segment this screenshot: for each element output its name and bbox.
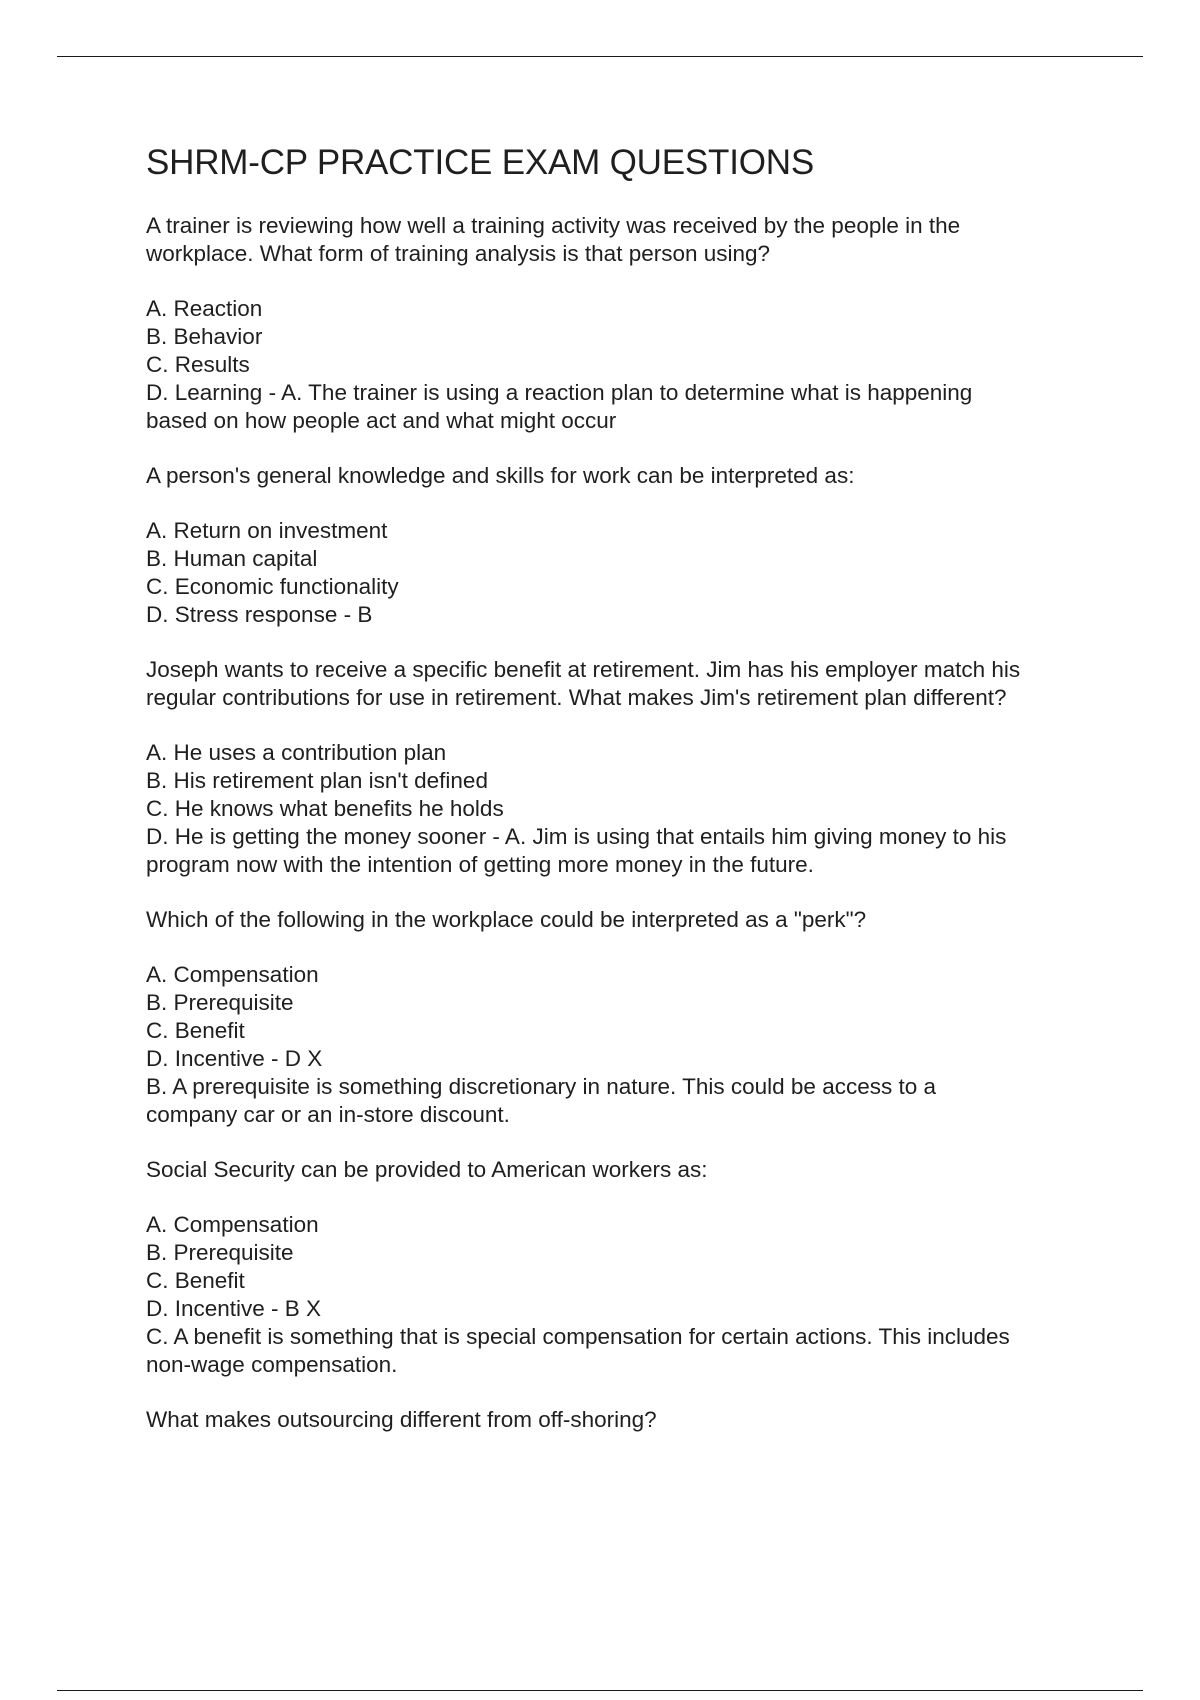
option-line: A. He uses a contribution plan [146,740,447,765]
option-line: based on how people act and what might occur [146,408,617,433]
answer-options [146,295,1106,435]
prompt-line: workplace. What form of training analysis is that person using? [146,241,771,266]
option-line: A. Compensation [146,962,319,987]
option-line: A. Compensation [146,1212,319,1237]
question-prompt [146,656,1106,712]
option-line: program now with the intention of getting more money in the future. [146,852,814,877]
option-line: B. His retirement plan isn't defined [146,768,488,793]
option-line: B. Behavior [146,324,263,349]
question-item [146,212,1106,435]
top-rule [57,56,1143,57]
prompt-line: Joseph wants to receive a specific benefit at retirement. Jim has his employer match his [146,657,1021,682]
prompt-line: Social Security can be provided to American workers as: [146,1157,708,1182]
question-prompt [146,906,1106,934]
document-body [146,140,1106,1461]
question-prompt [146,1406,1106,1434]
option-line: A. Reaction [146,296,263,321]
answer-options [146,1211,1106,1379]
prompt-line: regular contributions for use in retirement. What makes Jim's retirement plan different? [146,685,1007,710]
option-line: non-wage compensation. [146,1352,398,1377]
question-prompt [146,212,1106,268]
option-line: C. A benefit is something that is special compensation for certain actions. This includes [146,1324,1010,1349]
prompt-line: A person's general knowledge and skills for work can be interpreted as: [146,463,855,488]
question-item [146,462,1106,629]
option-line: B. A prerequisite is something discretionary in nature. This could be access to a [146,1074,937,1099]
option-line: B. Prerequisite [146,1240,294,1265]
question-item [146,906,1106,1129]
answer-options [146,517,1106,629]
question-prompt [146,462,1106,490]
page-title: SHRM-CP PRACTICE EXAM QUESTIONS [146,143,814,182]
prompt-line: A trainer is reviewing how well a training activity was received by the people in the [146,213,961,238]
option-line: B. Prerequisite [146,990,294,1015]
option-line: D. Stress response - B [146,602,373,627]
option-line: B. Human capital [146,546,318,571]
answer-options [146,961,1106,1129]
option-line: D. Learning - A. The trainer is using a reaction plan to determine what is happening [146,380,973,405]
question-item [146,1156,1106,1379]
option-line: C. Benefit [146,1268,245,1293]
question-item [146,656,1106,879]
question-item [146,1406,1106,1434]
option-line: company car or an in-store discount. [146,1102,510,1127]
question-prompt [146,1156,1106,1184]
option-line: C. Economic functionality [146,574,399,599]
bottom-rule [57,1690,1143,1691]
option-line: C. Benefit [146,1018,245,1043]
option-line: C. Results [146,352,250,377]
prompt-line: What makes outsourcing different from off-shoring? [146,1407,657,1432]
option-line: A. Return on investment [146,518,388,543]
option-line: D. Incentive - D X [146,1046,323,1071]
option-line: C. He knows what benefits he holds [146,796,504,821]
option-line: D. He is getting the money sooner - A. Jim is using that entails him giving money to his [146,824,1007,849]
prompt-line: Which of the following in the workplace could be interpreted as a "perk"? [146,907,867,932]
answer-options [146,739,1106,879]
option-line: D. Incentive - B X [146,1296,322,1321]
